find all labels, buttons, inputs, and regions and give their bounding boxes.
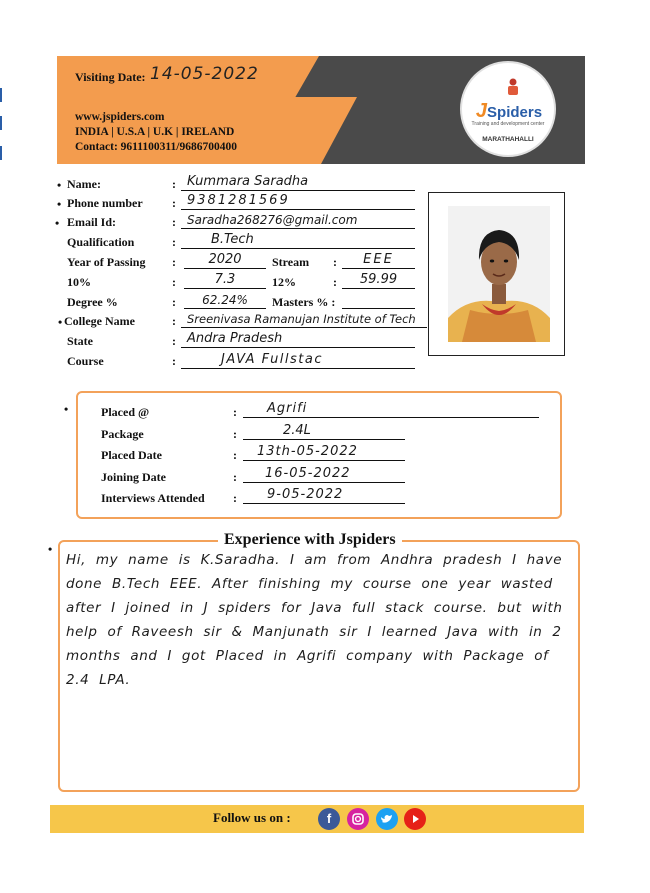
experience-title: Experience with Jspiders — [218, 531, 402, 549]
footer-bar — [50, 805, 584, 833]
phone-label: Phone number — [67, 196, 143, 210]
experience-text: Hi, my name is K.Saradha. I am from Andhra pradesh I have done B.Tech EEE. After finishing my course one year wasted after I joined in J spiders for Java full stack course. but with help of Raveesh sir & Manjunath sir I learned Java with in 2 months and I got Placed in Agrifi company with Package of 2.4 LPA. — [66, 552, 563, 688]
email-label: Email Id: — [67, 215, 117, 229]
bullet-dot: • — [55, 216, 60, 230]
college-value: Sreenivasa Ramanujan Institute of Tech — [181, 311, 427, 328]
joining-date-value: 16-05-2022 — [243, 466, 405, 483]
contact-info — [75, 110, 237, 155]
package-label: Package — [101, 427, 144, 441]
contact-text: Contact: 9611100311/9686700400 — [75, 141, 237, 153]
phone-value: 9381281569 — [181, 193, 415, 210]
degree-label: Degree % — [67, 295, 118, 309]
instagram-icon[interactable] — [347, 808, 369, 830]
twelfth-label: 12% — [272, 275, 296, 289]
visiting-date-label: Visiting Date: — [75, 70, 146, 84]
person-icon — [506, 78, 520, 96]
course-value: JAVA Fullstac — [181, 352, 415, 369]
interviews-label: Interviews Attended — [101, 491, 205, 505]
course-label: Course — [67, 354, 104, 368]
logo-location: MARATHAHALLI — [482, 136, 534, 143]
bullet-dot: • — [64, 402, 69, 416]
logo-tagline: Training and development center — [471, 121, 545, 127]
email-value: Saradha268276@gmail.com — [181, 212, 415, 229]
name-label: Name: — [67, 177, 101, 191]
state-label: State — [67, 334, 93, 348]
interviews-value: 9-05-2022 — [243, 487, 405, 504]
tenth-value: 7.3 — [184, 272, 266, 289]
placed-date-value: 13th-05-2022 — [243, 444, 405, 461]
bullet-dot: • — [58, 315, 63, 329]
facebook-icon[interactable]: f — [318, 808, 340, 830]
youtube-icon[interactable] — [404, 808, 426, 830]
placed-date-label: Placed Date — [101, 448, 162, 462]
state-value: Andra Pradesh — [181, 331, 415, 348]
countries-text: INDIA | U.S.A | U.K | IRELAND — [75, 126, 235, 138]
qualification-value: B.Tech — [181, 232, 415, 249]
twitter-icon[interactable] — [376, 808, 398, 830]
follow-us-label: Follow us on : — [213, 810, 291, 825]
bullet-dot: • — [57, 178, 62, 192]
year-of-passing-value: 2020 — [184, 252, 266, 269]
joining-date-label: Joining Date — [101, 470, 167, 484]
bullet-dot: • — [57, 197, 62, 211]
package-value: 2.4L — [243, 423, 405, 440]
degree-value: 62.24% — [184, 292, 266, 309]
placed-at-value: Agrifi — [243, 401, 539, 418]
student-photo — [448, 206, 550, 342]
placed-at-label: Placed @ — [101, 405, 150, 419]
qualification-label: Qualification — [67, 235, 135, 249]
stream-value: EEE — [342, 252, 415, 269]
edge-mark — [0, 116, 2, 130]
name-value: Kummara Saradha — [181, 174, 415, 191]
stream-label: Stream — [272, 255, 310, 269]
website-text: www.jspiders.com — [75, 111, 165, 123]
visiting-date-value: 14-05-2022 — [150, 64, 259, 84]
bullet-dot: • — [48, 542, 53, 556]
edge-mark — [0, 146, 2, 160]
edge-mark — [0, 88, 2, 102]
tenth-label: 10% — [67, 275, 91, 289]
masters-label: Masters % : — [272, 295, 336, 309]
masters-value — [342, 292, 415, 309]
twelfth-value: 59.99 — [342, 272, 415, 289]
logo-brand: JSpiders — [475, 100, 543, 122]
college-label: College Name — [64, 314, 135, 328]
year-of-passing-label: Year of Passing — [67, 255, 146, 269]
